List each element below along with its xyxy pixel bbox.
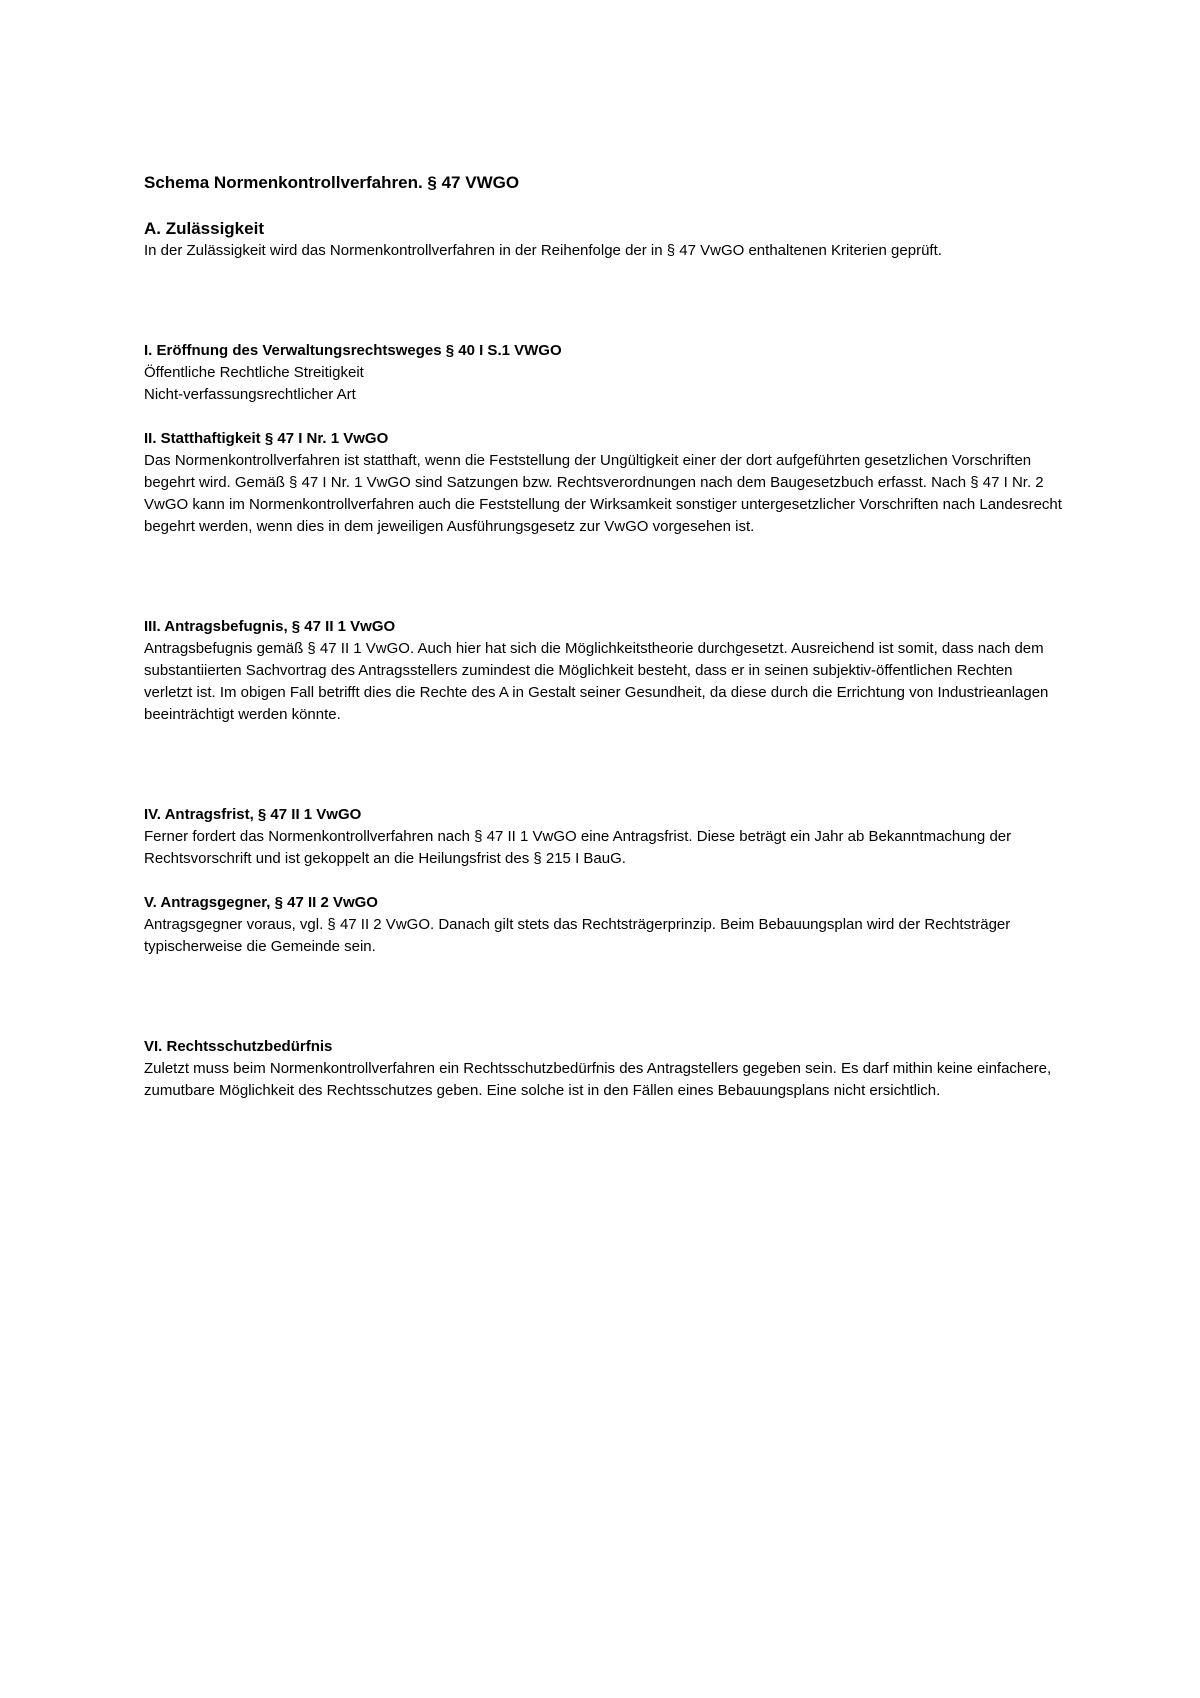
section-2-heading: II. Statthaftigkeit § 47 I Nr. 1 VwGO — [144, 430, 389, 447]
spacer — [144, 262, 1064, 340]
section-6-heading: VI. Rechtsschutzbedürfnis — [144, 1038, 333, 1055]
section-3 — [144, 616, 1064, 726]
section-2 — [144, 428, 1064, 538]
spacer — [144, 958, 1064, 1036]
section-5-text: Antragsgegner voraus, vgl. § 47 II 2 VwGO. Danach gilt stets das Rechtsträgerprinzip. Beim Bebauungsplan wird der Rechtsträger typischerweise die Gemeinde sein. — [144, 916, 1011, 955]
section-a — [144, 218, 1064, 262]
spacer — [144, 870, 1064, 892]
section-4-text: Ferner fordert das Normenkontrollverfahren nach § 47 II 1 VwGO eine Antragsfrist. Diese beträgt ein Jahr ab Bekanntmachung der Rechtsvorschrift und ist gekoppelt an die Heilungsfrist des § 215 I BauG. — [144, 828, 1012, 867]
section-3-heading: III. Antragsbefugnis, § 47 II 1 VwGO — [144, 618, 396, 635]
section-1-line-2: Nicht-verfassungsrechtlicher Art — [144, 386, 356, 403]
section-1-line-1: Öffentliche Rechtliche Streitigkeit — [144, 364, 364, 381]
section-6 — [144, 1036, 1064, 1102]
section-2-text: Das Normenkontrollverfahren ist statthaft, wenn die Feststellung der Ungültigkeit einer der dort aufgeführten gesetzlichen Vorschriften begehrt wird. Gemäß § 47 I Nr. 1 VwGO sind Satzungen bzw. Rechtsverordnungen nach dem Baugesetzbuch erfasst. Nach § 47 I Nr. 2 VwGO kann im Normenkontrollverfahren auch die Feststellung der Wirksamkeit sonstiger untergesetzlicher Vorschriften nach Landesrecht begehrt werden, wenn dies in dem jeweiligen Ausführungsgesetz zur VwGO vorgesehen ist. — [144, 452, 1062, 535]
section-1 — [144, 340, 1064, 406]
section-3-text: Antragsbefugnis gemäß § 47 II 1 VwGO. Auch hier hat sich die Möglichkeitstheorie durchgesetzt. Ausreichend ist somit, dass nach dem substantiierten Sachvortrag des Antragsstellers zumindest die Möglichkeit besteht, dass er in seinen subjektiv-öffentlichen Rechten verletzt ist. Im obigen Fall betrifft dies die Rechte des A in Gestalt seiner Gesundheit, da diese durch die Errichtung von Industrieanlagen beeinträchtigt werden könnte. — [144, 640, 1049, 723]
section-5-heading: V. Antragsgegner, § 47 II 2 VwGO — [144, 894, 378, 911]
section-a-heading: A. Zulässigkeit — [144, 219, 264, 238]
spacer — [144, 406, 1064, 428]
spacer — [144, 726, 1064, 804]
document-body — [144, 172, 1064, 1102]
section-5 — [144, 892, 1064, 958]
section-4-heading: IV. Antragsfrist, § 47 II 1 VwGO — [144, 806, 362, 823]
spacer — [144, 194, 1064, 218]
document-title: Schema Normenkontrollverfahren. § 47 VWGO — [144, 173, 520, 192]
spacer — [144, 538, 1064, 616]
section-6-text: Zuletzt muss beim Normenkontrollverfahren ein Rechtsschutzbedürfnis des Antragstellers gegeben sein. Es darf mithin keine einfachere, zumutbare Möglichkeit des Rechtsschutzes geben. Eine solche ist in den Fällen eines Bebauungsplans nicht ersichtlich. — [144, 1060, 1052, 1099]
section-1-heading: I. Eröffnung des Verwaltungsrechtsweges § 40 I S.1 VWGO — [144, 342, 562, 359]
section-4 — [144, 804, 1064, 870]
section-a-text: In der Zulässigkeit wird das Normenkontrollverfahren in der Reihenfolge der in § 47 VwGO enthaltenen Kriterien geprüft. — [144, 242, 942, 259]
